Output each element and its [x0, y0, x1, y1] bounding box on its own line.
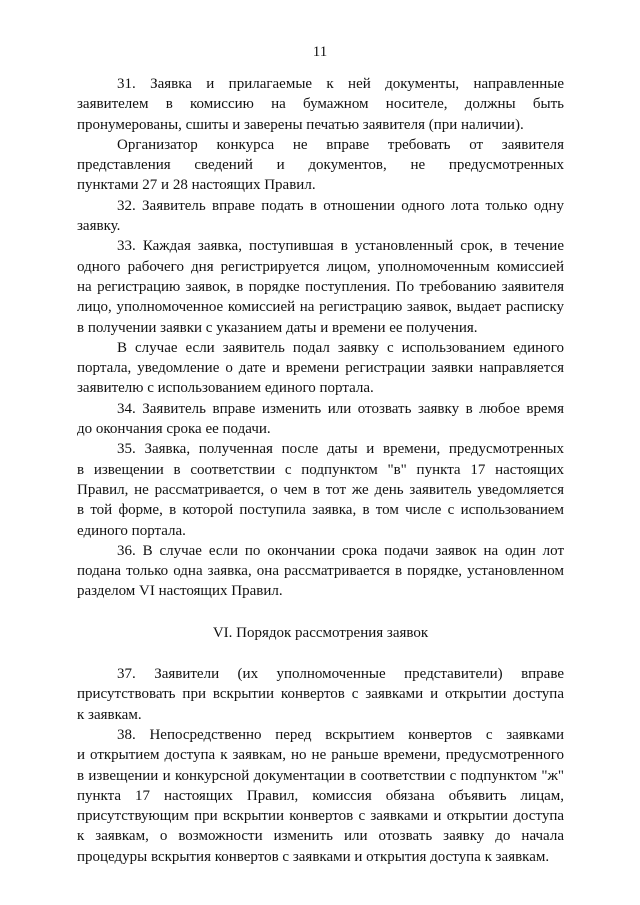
paragraph [77, 236, 564, 337]
text-line: пунктами 27 и 28 настоящих Правил. [77, 177, 316, 194]
text-line: пронумерованы, сшиты и заверены печатью заявителя (при наличии). [77, 116, 524, 133]
text-line: подана только одна заявка, она рассматривается в порядке, установленном [77, 563, 564, 580]
text-line: 35. Заявка, полученная после даты и времени, предусмотренных [117, 441, 564, 458]
text-line: портала, уведомление о дате и времени регистрации заявки направляется [77, 360, 564, 377]
text-line: 34. Заявитель вправе изменить или отозвать заявку в любое время [117, 400, 564, 417]
text-line: представления сведений и документов, не предусмотренных [77, 157, 564, 174]
paragraph [77, 399, 564, 440]
paragraph [77, 135, 564, 196]
text-line: одного рабочего дня регистрируется лицом, уполномоченным комиссией [77, 258, 564, 275]
text-line: В случае если заявитель подал заявку с использованием единого [117, 339, 564, 356]
text-line: 31. Заявка и прилагаемые к ней документы, направленные [117, 76, 564, 92]
text-line: единого портала. [77, 522, 186, 539]
text-line: к заявкам. [77, 706, 142, 723]
paragraphs-before-heading [77, 74, 564, 602]
text-line: 37. Заявители (их уполномоченные представители) вправе [117, 666, 564, 683]
text-line: Организатор конкурса не вправе требовать от заявителя [117, 136, 564, 153]
paragraph [77, 541, 564, 602]
text-line: заявку. [77, 218, 121, 235]
text-line: 33. Каждая заявка, поступившая в установленный срок, в течение [117, 238, 564, 255]
text-line: разделом VI настоящих Правил. [77, 583, 283, 600]
text-line: Правил, не рассматривается, о чем в тот же день заявитель уведомляется [77, 481, 564, 498]
text-line: заявителю с использованием единого портала. [77, 380, 374, 397]
text-line: в получении заявки с указанием даты и времени ее получения. [77, 319, 478, 336]
paragraph [77, 74, 564, 135]
document-body [77, 74, 564, 867]
paragraph [77, 725, 564, 867]
paragraph [77, 439, 564, 540]
text-line: присутствовать при вскрытии конвертов с заявками и открытии доступа [77, 686, 564, 703]
text-line: в той форме, в которой поступила заявка, в том числе с использованием [77, 502, 564, 519]
text-line: 38. Непосредственно перед вскрытием конвертов с заявками [117, 726, 564, 743]
text-line: 32. Заявитель вправе подать в отношении одного лота только одну [117, 197, 564, 214]
text-line: присутствующим при вскрытии конвертов с заявками и открытии доступа [77, 808, 564, 825]
text-line: заявителем в комиссию на бумажном носителе, должны быть [77, 96, 564, 113]
section-heading: VI. Порядок рассмотрения заявок [212, 624, 429, 641]
text-line: в извещении и конкурсной документации в соответствии с подпунктом "ж" [77, 767, 564, 784]
text-line: пункта 17 настоящих Правил, комиссия обязана объявить лицам, [77, 787, 564, 804]
paragraph [77, 196, 564, 237]
paragraph [77, 338, 564, 399]
paragraph [77, 664, 564, 725]
page-number: 11 [312, 44, 328, 60]
text-line: до окончания срока ее подачи. [77, 421, 271, 438]
text-line: процедуры вскрытия конвертов с заявками и открытия доступа к заявкам. [77, 848, 550, 865]
text-line: 36. В случае если по окончании срока подачи заявок на один лот [117, 542, 564, 559]
text-line: лицо, уполномоченное комиссией на регистрацию заявок, выдает расписку [77, 299, 564, 316]
text-line: на регистрацию заявок, в порядке поступления. По требованию заявителя [77, 278, 564, 295]
text-line: в извещении в соответствии с подпунктом "в" пункта 17 настоящих [77, 461, 564, 478]
text-line: и открытием доступа к заявкам, но не раньше времени, предусмотренного [77, 747, 564, 764]
paragraphs-after-heading [77, 664, 564, 867]
text-line: к заявкам, о возможности изменить или отозвать заявку до начала [77, 828, 564, 845]
